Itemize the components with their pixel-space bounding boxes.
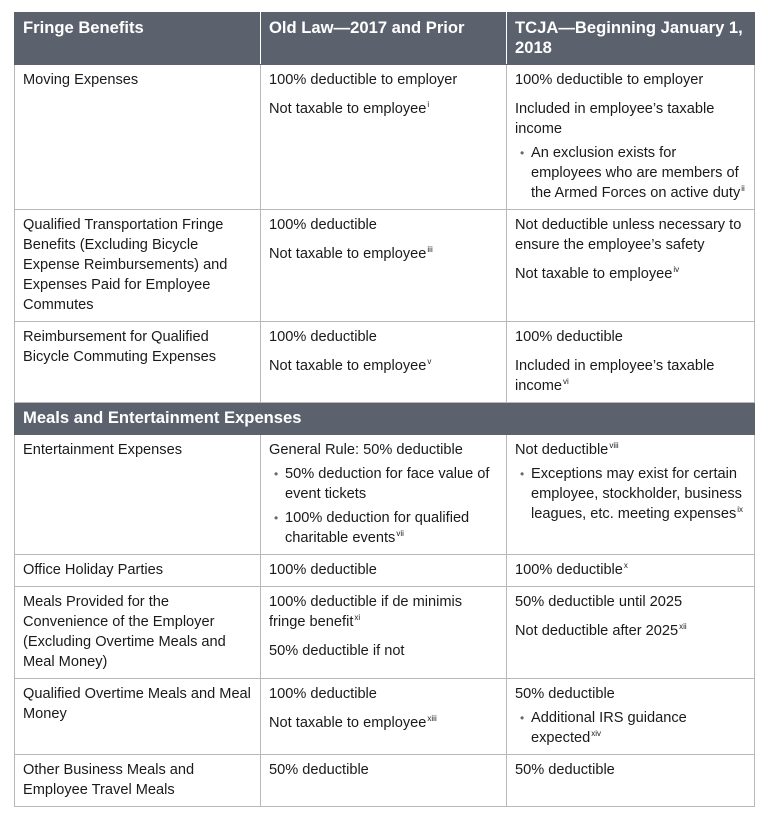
cell-paragraph [515, 356, 746, 396]
tcja-cell [507, 755, 755, 807]
bullet-text: An exclusion exists for employees who are members of the Armed Forces on active duty [531, 145, 741, 201]
footnote-marker: vi [563, 377, 569, 386]
cell-paragraph [269, 327, 498, 347]
paragraph-text: 100% deductible [515, 562, 623, 578]
cell-paragraph [515, 264, 746, 284]
footnote-marker: xiii [427, 714, 437, 723]
paragraph-text: Not taxable to employee [269, 715, 427, 731]
benefit-name-cell [15, 555, 261, 587]
paragraph-text: Not taxable to employee [515, 266, 673, 282]
column-header-fringe-benefits: Fringe Benefits [15, 13, 261, 65]
bullet-item [520, 143, 746, 203]
benefit-name: Qualified Transportation Fringe Benefits (Excluding Bicycle Expense Reimbursements) and Expenses Paid for Employee Commutes [23, 217, 228, 313]
cell-paragraph [269, 560, 498, 580]
paragraph-text: 50% deductible [515, 762, 615, 778]
bullet-item [520, 708, 746, 748]
table-row [15, 210, 755, 322]
cell-paragraph [515, 70, 746, 90]
bullet-text: Additional IRS guidance expected [531, 710, 687, 746]
cell-paragraph [269, 70, 498, 90]
benefit-name-cell [15, 322, 261, 403]
benefit-name: Office Holiday Parties [23, 562, 164, 578]
column-header-tcja: TCJA—Beginning January 1, 2018 [507, 13, 755, 65]
paragraph-text: Not deductible after 2025 [515, 623, 679, 639]
paragraph-text: Not deductible [515, 442, 609, 458]
cell-paragraph [269, 641, 498, 661]
cell-paragraph [515, 621, 746, 641]
cell-paragraph [269, 215, 498, 235]
bullet-list [515, 143, 746, 203]
section-header-row [15, 403, 755, 435]
cell-paragraph [269, 684, 498, 704]
cell-paragraph [515, 440, 746, 460]
old-law-cell [261, 322, 507, 403]
cell-paragraph [515, 327, 746, 347]
cell-paragraph [269, 356, 498, 376]
table-row [15, 435, 755, 555]
cell-paragraph [269, 713, 498, 733]
benefit-name: Qualified Overtime Meals and Meal Money [23, 686, 251, 722]
table-row [15, 587, 755, 679]
paragraph-text: 100% deductible if de minimis fringe benefit [269, 594, 463, 630]
old-law-cell [261, 679, 507, 755]
paragraph-text: 100% deductible [269, 562, 377, 578]
old-law-cell [261, 435, 507, 555]
table-row [15, 65, 755, 210]
footnote-marker: xi [354, 613, 361, 622]
benefit-name: Moving Expenses [23, 72, 139, 88]
paragraph-text: General Rule: 50% deductible [269, 442, 463, 458]
table-row [15, 679, 755, 755]
tcja-cell [507, 210, 755, 322]
footnote-marker: viii [609, 441, 619, 450]
benefit-name: Other Business Meals and Employee Travel Meals [23, 762, 195, 798]
fringe-benefits-table [14, 12, 755, 807]
old-law-cell [261, 755, 507, 807]
footnote-marker: v [427, 357, 432, 366]
paragraph-text: Not taxable to employee [269, 358, 427, 374]
old-law-cell [261, 210, 507, 322]
paragraph-text: 50% deductible [269, 762, 369, 778]
footnote-marker: ix [737, 505, 744, 514]
paragraph-text: Included in employee’s taxable income [515, 101, 715, 137]
benefit-name-cell [15, 755, 261, 807]
bullet-text: 50% deduction for face value of event tickets [285, 466, 490, 502]
benefit-name-cell [15, 65, 261, 210]
section-title: Meals and Entertainment Expenses [15, 403, 755, 435]
old-law-cell [261, 555, 507, 587]
bullet-item [520, 464, 746, 524]
paragraph-text: Included in employee’s taxable income [515, 358, 715, 394]
paragraph-text: 100% deductible to employer [515, 72, 704, 88]
bullet-list [269, 464, 498, 548]
footnote-marker: vii [396, 529, 404, 538]
footnote-marker: ii [741, 184, 745, 193]
paragraph-text: 100% deductible [269, 217, 377, 233]
table-row [15, 755, 755, 807]
paragraph-text: Not taxable to employee [269, 101, 427, 117]
tcja-cell [507, 587, 755, 679]
paragraph-text: 50% deductible [515, 686, 615, 702]
benefit-name: Reimbursement for Qualified Bicycle Commuting Expenses [23, 329, 217, 365]
benefit-name-cell [15, 587, 261, 679]
bullet-text: 100% deduction for qualified charitable events [285, 510, 470, 546]
benefit-name-cell [15, 679, 261, 755]
paragraph-text: 100% deductible to employer [269, 72, 458, 88]
footnote-marker: xii [679, 622, 687, 631]
tcja-cell [507, 322, 755, 403]
paragraph-text: 50% deductible until 2025 [515, 594, 683, 610]
table-row [15, 555, 755, 587]
table-row [15, 322, 755, 403]
tcja-cell [507, 679, 755, 755]
table-body [15, 65, 755, 807]
paragraph-text: Not taxable to employee [269, 246, 427, 262]
bullet-text: Exceptions may exist for certain employee, stockholder, business leagues, etc. meeting expenses [531, 466, 742, 522]
cell-paragraph [269, 244, 498, 264]
cell-paragraph [515, 215, 746, 255]
cell-paragraph [269, 99, 498, 119]
bullet-list [515, 708, 746, 748]
footnote-marker: xiv [591, 729, 602, 738]
cell-paragraph [515, 592, 746, 612]
old-law-cell [261, 65, 507, 210]
tcja-cell [507, 555, 755, 587]
cell-paragraph [269, 760, 498, 780]
footnote-marker: i [427, 100, 430, 109]
cell-paragraph [515, 684, 746, 704]
cell-paragraph [515, 760, 746, 780]
bullet-list [515, 464, 746, 524]
tcja-cell [507, 435, 755, 555]
cell-paragraph [269, 592, 498, 632]
benefit-name: Meals Provided for the Convenience of the Employer (Excluding Overtime Meals and Meal Money) [23, 594, 226, 670]
footnote-marker: iv [673, 265, 680, 274]
column-header-old-law: Old Law—2017 and Prior [261, 13, 507, 65]
cell-paragraph [515, 560, 746, 580]
cell-paragraph [269, 440, 498, 460]
cell-paragraph [515, 99, 746, 139]
tcja-cell [507, 65, 755, 210]
header-row [15, 13, 755, 65]
benefit-name: Entertainment Expenses [23, 442, 182, 458]
footnote-marker: x [623, 561, 628, 570]
paragraph-text: 50% deductible if not [269, 643, 405, 659]
old-law-cell [261, 587, 507, 679]
paragraph-text: 100% deductible [269, 329, 377, 345]
bullet-item [274, 464, 498, 504]
footnote-marker: iii [427, 245, 433, 254]
paragraph-text: 100% deductible [269, 686, 377, 702]
bullet-item [274, 508, 498, 548]
benefit-name-cell [15, 210, 261, 322]
benefit-name-cell [15, 435, 261, 555]
paragraph-text: 100% deductible [515, 329, 623, 345]
paragraph-text: Not deductible unless necessary to ensure the employee’s safety [515, 217, 742, 253]
